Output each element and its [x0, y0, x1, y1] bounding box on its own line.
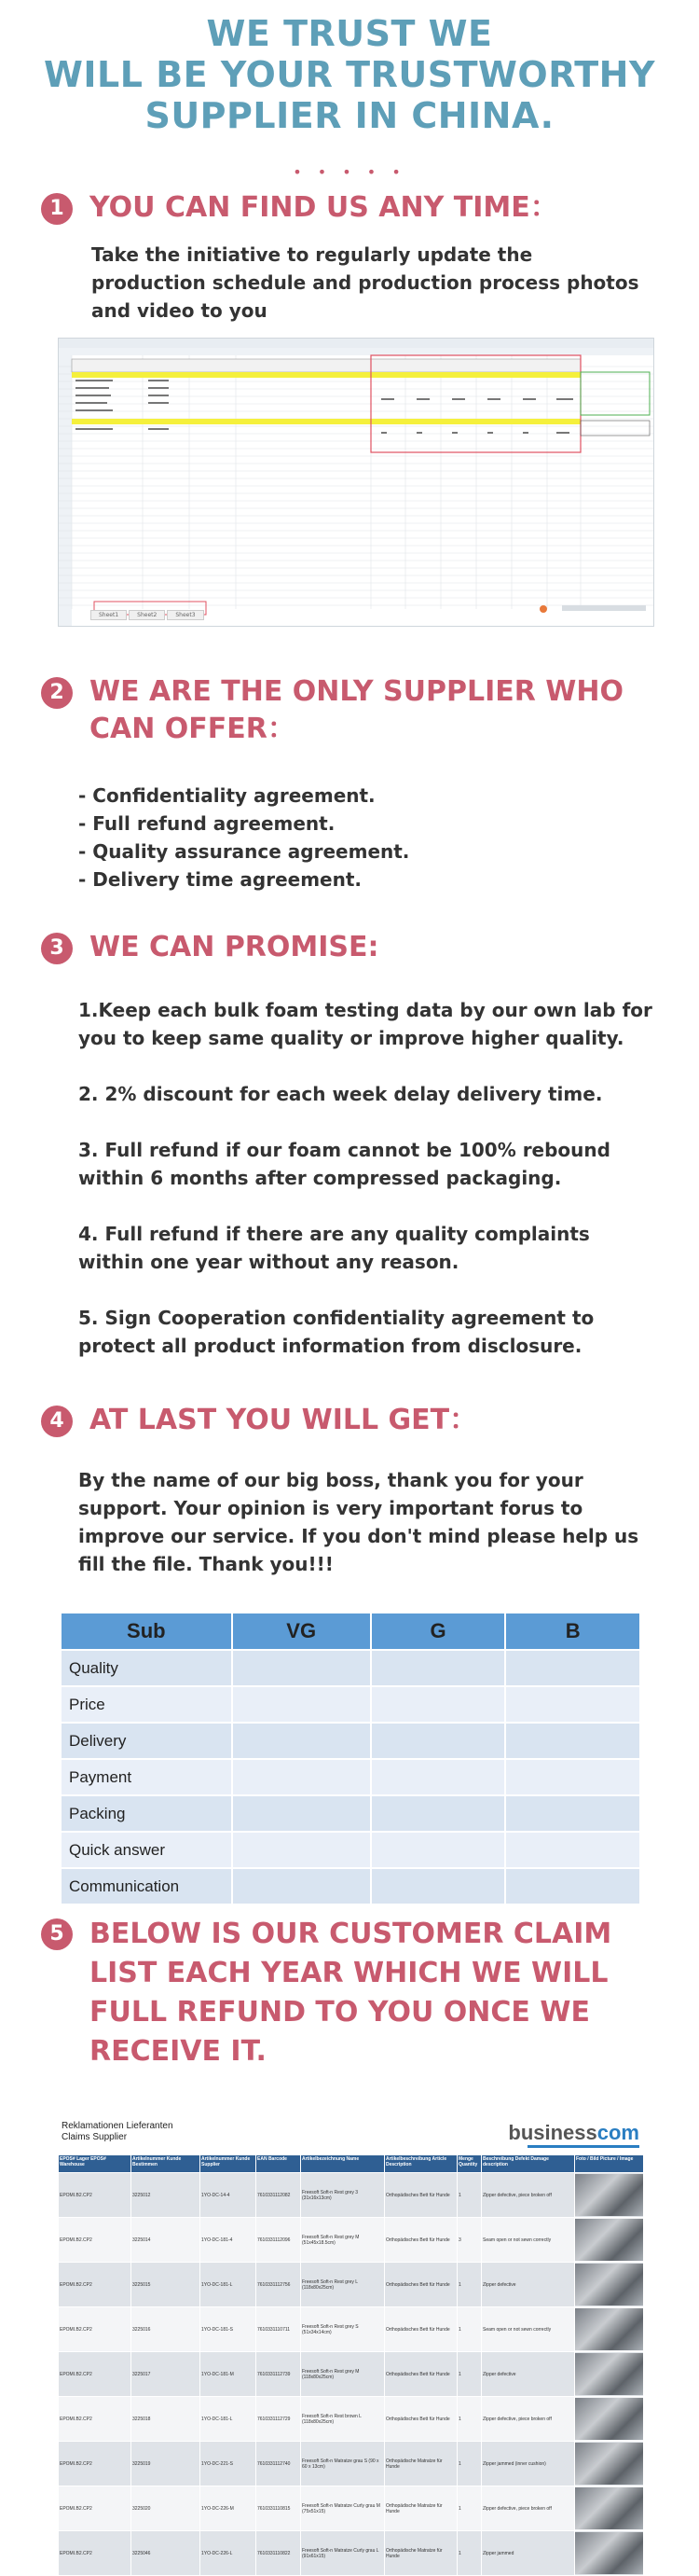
table-row	[61, 1832, 640, 1868]
claims-row	[59, 2397, 644, 2442]
damage-photo-image	[575, 2219, 643, 2261]
rating-cell[interactable]	[505, 1686, 640, 1723]
table-row	[61, 1759, 640, 1795]
claims-header-row	[59, 2155, 644, 2173]
claims-cell: Orthopädisches Bett für Hunde	[385, 2352, 458, 2397]
sheet-tabs	[90, 610, 204, 620]
claims-table	[58, 2154, 644, 2576]
section-2-title: WE ARE THE ONLY SUPPLIER WHO CAN OFFER：	[89, 675, 624, 745]
table-row	[61, 1650, 640, 1686]
claims-header-cell: EPOS# Lager EPOS# Warehouse	[59, 2155, 131, 2173]
damage-photo	[575, 2486, 644, 2531]
header-b: B	[505, 1613, 640, 1650]
header-vg: VG	[232, 1613, 371, 1650]
claims-title	[62, 2121, 173, 2143]
promise-item-4: 4. Full refund if there are any quality complaints within one year without any reason.	[78, 1223, 590, 1273]
divider-dots: • • • • •	[293, 163, 406, 181]
claims-row	[59, 2307, 644, 2352]
section-5-number: 5	[41, 1918, 73, 1950]
damage-photo-image	[575, 2174, 643, 2216]
sheet-tab[interactable]: Sheet2	[129, 610, 165, 620]
bullet-item: - Confidentiality agreement.	[78, 784, 376, 807]
claims-cell: 1YO-DC-226-M	[200, 2486, 256, 2531]
claims-cell: EPOMI.B2.CP2	[59, 2397, 131, 2442]
bullet-item: - Quality assurance agreement.	[78, 840, 410, 863]
claims-cell: 1YO-DC-181-L	[200, 2397, 256, 2442]
promise-item-2: 2. 2% discount for each week delay delivery time.	[78, 1083, 603, 1105]
section-4-heading	[41, 1402, 656, 1439]
rating-cell[interactable]	[371, 1759, 506, 1795]
claims-cell: 1YO-DC-14-4	[200, 2173, 256, 2218]
claims-body	[59, 2173, 644, 2576]
damage-photo-image	[575, 2308, 643, 2350]
promise-item-5: 5. Sign Cooperation confidentiality agreement to protect all product information from disclosure.	[78, 1307, 595, 1357]
rating-cell[interactable]	[371, 1650, 506, 1686]
claims-row	[59, 2442, 644, 2486]
row-label: Delivery	[61, 1723, 232, 1759]
claims-header-cell: EAN Barcode	[256, 2155, 301, 2173]
claims-cell: 7610331112729	[256, 2397, 301, 2442]
damage-photo	[575, 2173, 644, 2218]
row-label: Quick answer	[61, 1832, 232, 1868]
claims-cell: Seam open or not sewn correctly	[482, 2307, 575, 2352]
claims-header-cell: Beschreibung Defekt Damage description	[482, 2155, 575, 2173]
claims-cell: 7610331112082	[256, 2173, 301, 2218]
claims-cell: Zipper jammed (inner cushion)	[482, 2442, 575, 2486]
customer-claims-list	[58, 2117, 643, 2565]
claims-cell: Freesoft Soft-n Rest grey L (118x80x25cm)	[301, 2263, 385, 2307]
damage-photo-image	[575, 2398, 643, 2440]
section-4-title: AT LAST YOU WILL GET：	[89, 1404, 478, 1436]
claims-cell: 7610331112096	[256, 2218, 301, 2263]
logo-underline	[528, 2145, 639, 2148]
claims-cell: Freesoft Soft-n Rest brown L (118x80x25cm)	[301, 2397, 385, 2442]
claims-cell: 7610331112740	[256, 2442, 301, 2486]
claims-cell: 3225016	[131, 2307, 200, 2352]
feedback-rating-table	[60, 1612, 641, 1905]
claims-cell: EPOMI.B2.CP2	[59, 2486, 131, 2531]
claims-cell: 1	[458, 2531, 482, 2576]
section-2-number: 2	[41, 677, 73, 709]
claims-cell: EPOMI.B2.CP2	[59, 2442, 131, 2486]
rating-cell[interactable]	[505, 1723, 640, 1759]
damage-photo-image	[575, 2264, 643, 2306]
rating-cell[interactable]	[371, 1832, 506, 1868]
promise-item-3: 3. Full refund if our foam cannot be 100% rebound within 6 months after compressed packaging.	[78, 1139, 610, 1189]
rating-cell[interactable]	[232, 1832, 371, 1868]
claims-cell: Seam open or not sewn correctly	[482, 2218, 575, 2263]
rating-cell[interactable]	[505, 1868, 640, 1904]
damage-photo	[575, 2218, 644, 2263]
claims-cell: EPOMI.B2.CP2	[59, 2173, 131, 2218]
header-sub: Sub	[61, 1613, 232, 1650]
section-3-heading	[41, 929, 656, 966]
section-2-heading	[41, 673, 656, 748]
claims-cell: EPOMI.B2.CP2	[59, 2263, 131, 2307]
claims-row	[59, 2263, 644, 2307]
claims-cell: EPOMI.B2.CP2	[59, 2531, 131, 2576]
claims-cell: Freesoft Soft-n Rest grey 3 (31x16x13cm)	[301, 2173, 385, 2218]
claims-cell: Freesoft Soft-n Rest grey M (118x80x25cm)	[301, 2352, 385, 2397]
hero-line-3: SUPPLIER IN CHINA.	[144, 95, 555, 136]
claims-row	[59, 2531, 644, 2576]
bullet-item: - Full refund agreement.	[78, 812, 336, 835]
claims-cell: Freesoft Soft-n Matratze Curly grau M (75x51x15)	[301, 2486, 385, 2531]
claims-cell: 1	[458, 2442, 482, 2486]
section-3-number: 3	[41, 933, 73, 964]
claims-cell: EPOMI.B2.CP2	[59, 2352, 131, 2397]
row-label: Price	[61, 1686, 232, 1723]
claims-row	[59, 2173, 644, 2218]
claims-cell: 1YO-DC-181-L	[200, 2263, 256, 2307]
claims-cell: Orthopädisches Bett für Hunde	[385, 2397, 458, 2442]
claims-cell: 1	[458, 2486, 482, 2531]
claims-header-cell: Foto / Bild Picture / Image	[575, 2155, 644, 2173]
rating-cell[interactable]	[232, 1795, 371, 1832]
claims-title-line-2: Claims Supplier	[62, 2132, 128, 2142]
claims-cell: EPOMI.B2.CP2	[59, 2307, 131, 2352]
claims-cell: 7610331112756	[256, 2263, 301, 2307]
claims-cell: 3225017	[131, 2352, 200, 2397]
damage-photo	[575, 2352, 644, 2397]
sheet-tab[interactable]: Sheet1	[90, 610, 127, 620]
claims-cell: Orthopädische Matratze für Hunde	[385, 2486, 458, 2531]
table-row	[61, 1723, 640, 1759]
rating-cell[interactable]	[371, 1686, 506, 1723]
section-2-bullets	[78, 782, 637, 893]
row-label: Payment	[61, 1759, 232, 1795]
claims-cell: Freesoft Soft-n Rest grey S (51x34x14cm)	[301, 2307, 385, 2352]
row-label: Packing	[61, 1795, 232, 1832]
claims-cell: Freesoft Soft-n Matratze Curly grau L (91x61x15)	[301, 2531, 385, 2576]
rating-cell[interactable]	[232, 1650, 371, 1686]
row-label: Quality	[61, 1650, 232, 1686]
damage-photo	[575, 2307, 644, 2352]
claims-cell: 1	[458, 2397, 482, 2442]
claims-cell: Freesoft Soft-n Matratze grau S (90 x 60 x 13cm)	[301, 2442, 385, 2486]
section-1-text: Take the initiative to regularly update the production schedule and production process photos and video to you	[91, 243, 639, 322]
rating-cell[interactable]	[505, 1650, 640, 1686]
table-row	[61, 1795, 640, 1832]
section-1-number: 1	[41, 193, 73, 225]
claims-cell: Orthopädisches Bett für Hunde	[385, 2263, 458, 2307]
claims-cell: Zipper jammed	[482, 2531, 575, 2576]
claims-cell: 3	[458, 2218, 482, 2263]
sheet-tab[interactable]: Sheet3	[167, 610, 203, 620]
rating-cell[interactable]	[505, 1795, 640, 1832]
table-header-row	[61, 1613, 640, 1650]
business-com-logo	[508, 2121, 639, 2145]
claims-cell: 7610331110815	[256, 2486, 301, 2531]
claims-row	[59, 2352, 644, 2397]
section-4-number: 4	[41, 1406, 73, 1437]
header-g: G	[371, 1613, 506, 1650]
claims-cell: 1YO-DC-181-M	[200, 2352, 256, 2397]
claims-cell: 3225020	[131, 2486, 200, 2531]
damage-photo-image	[575, 2532, 643, 2574]
rating-cell[interactable]	[371, 1795, 506, 1832]
damage-photo-image	[575, 2443, 643, 2485]
claims-cell: 3225012	[131, 2173, 200, 2218]
bullet-item: - Delivery time agreement.	[78, 868, 362, 891]
claims-cell: Orthopädisches Bett für Hunde	[385, 2307, 458, 2352]
claims-title-line-1: Reklamationen Lieferanten	[62, 2121, 173, 2131]
section-1-title: YOU CAN FIND US ANY TIME：	[89, 191, 558, 224]
claims-cell: 1	[458, 2173, 482, 2218]
claims-cell: EPOMI.B2.CP2	[59, 2218, 131, 2263]
damage-photo	[575, 2531, 644, 2576]
section-3-title: WE CAN PROMISE:	[89, 931, 379, 963]
claims-cell: 3225019	[131, 2442, 200, 2486]
rating-cell[interactable]	[232, 1759, 371, 1795]
claims-header-cell: Artikelbezeichnung Name	[301, 2155, 385, 2173]
claims-cell: 3225046	[131, 2531, 200, 2576]
claims-cell: Freesoft Soft-n Rest grey M (51x45x18.5cm)	[301, 2218, 385, 2263]
claims-cell: Orthopädisches Bett für Hunde	[385, 2173, 458, 2218]
table-row	[61, 1868, 640, 1904]
claims-header-cell: Artikelnummer Kunde Bestimmen	[131, 2155, 200, 2173]
rating-cell[interactable]	[505, 1832, 640, 1868]
claims-cell: 7610331110822	[256, 2531, 301, 2576]
claims-cell: 1YO-DC-181-S	[200, 2307, 256, 2352]
damage-photo	[575, 2397, 644, 2442]
promise-item-1: 1.Keep each bulk foam testing data by our own lab for you to keep same quality or improve higher quality.	[78, 999, 652, 1049]
section-1-heading	[41, 189, 656, 227]
rating-cell[interactable]	[371, 1723, 506, 1759]
claims-cell: Zipper defective, piece broken off	[482, 2486, 575, 2531]
claims-header-cell: Artikelbeschreibung Article Description	[385, 2155, 458, 2173]
section-5-title: BELOW IS OUR CUSTOMER CLAIM LIST EACH YEAR WHICH WE WILL FULL REFUND TO YOU ONCE WE RECEIVE IT.	[89, 1918, 612, 2068]
claims-cell: 7610331112739	[256, 2352, 301, 2397]
rating-cell[interactable]	[505, 1759, 640, 1795]
logo-text-b: com	[596, 2121, 639, 2144]
row-label: Communication	[61, 1868, 232, 1904]
claims-row	[59, 2218, 644, 2263]
claims-cell: 3225015	[131, 2263, 200, 2307]
damage-photo-image	[575, 2487, 643, 2529]
spreadsheet-grid	[59, 339, 653, 626]
claims-row	[59, 2486, 644, 2531]
rating-cell[interactable]	[371, 1868, 506, 1904]
table-row	[61, 1686, 640, 1723]
hero-line-1: WE TRUST WE	[206, 13, 493, 54]
claims-header-cell: Menge Quantity	[458, 2155, 482, 2173]
damage-photo-image	[575, 2353, 643, 2395]
logo-text-a: business	[508, 2121, 597, 2144]
claims-cell: Zipper defective	[482, 2263, 575, 2307]
section-4-text: By the name of our big boss, thank you for your support. Your opinion is very important forus to improve our service. If you don't mind please help us fill the file. Thank you!!!	[78, 1469, 639, 1575]
claims-cell: Orthopädische Matratze für Hunde	[385, 2531, 458, 2576]
claims-cell: 1YO-DC-181-4	[200, 2218, 256, 2263]
claims-cell: Zipper defective, piece broken off	[482, 2397, 575, 2442]
hero-line-2: WILL BE YOUR TRUSTWORTHY	[43, 54, 655, 95]
claims-cell: 1	[458, 2352, 482, 2397]
claims-cell: Zipper defective, piece broken off	[482, 2173, 575, 2218]
claims-cell: 1YO-DC-226-L	[200, 2531, 256, 2576]
damage-photo	[575, 2263, 644, 2307]
rating-cell[interactable]	[232, 1686, 371, 1723]
production-schedule-spreadsheet	[58, 338, 654, 627]
claims-cell: Zipper defective	[482, 2352, 575, 2397]
claims-cell: 1	[458, 2263, 482, 2307]
claims-cell: 1YO-DC-221-S	[200, 2442, 256, 2486]
claims-cell: 3225018	[131, 2397, 200, 2442]
claims-cell: 7610331110711	[256, 2307, 301, 2352]
section-5-heading	[41, 1915, 656, 2071]
claims-cell: Orthopädische Matratze für Hunde	[385, 2442, 458, 2486]
damage-photo	[575, 2442, 644, 2486]
claims-header-cell: Artikelnummer Kunde Supplier	[200, 2155, 256, 2173]
claims-cell: Orthopädisches Bett für Hunde	[385, 2218, 458, 2263]
rating-cell[interactable]	[232, 1723, 371, 1759]
rating-cell[interactable]	[232, 1868, 371, 1904]
claims-cell: 1	[458, 2307, 482, 2352]
claims-cell: 3225014	[131, 2218, 200, 2263]
hero-headline	[0, 13, 699, 136]
